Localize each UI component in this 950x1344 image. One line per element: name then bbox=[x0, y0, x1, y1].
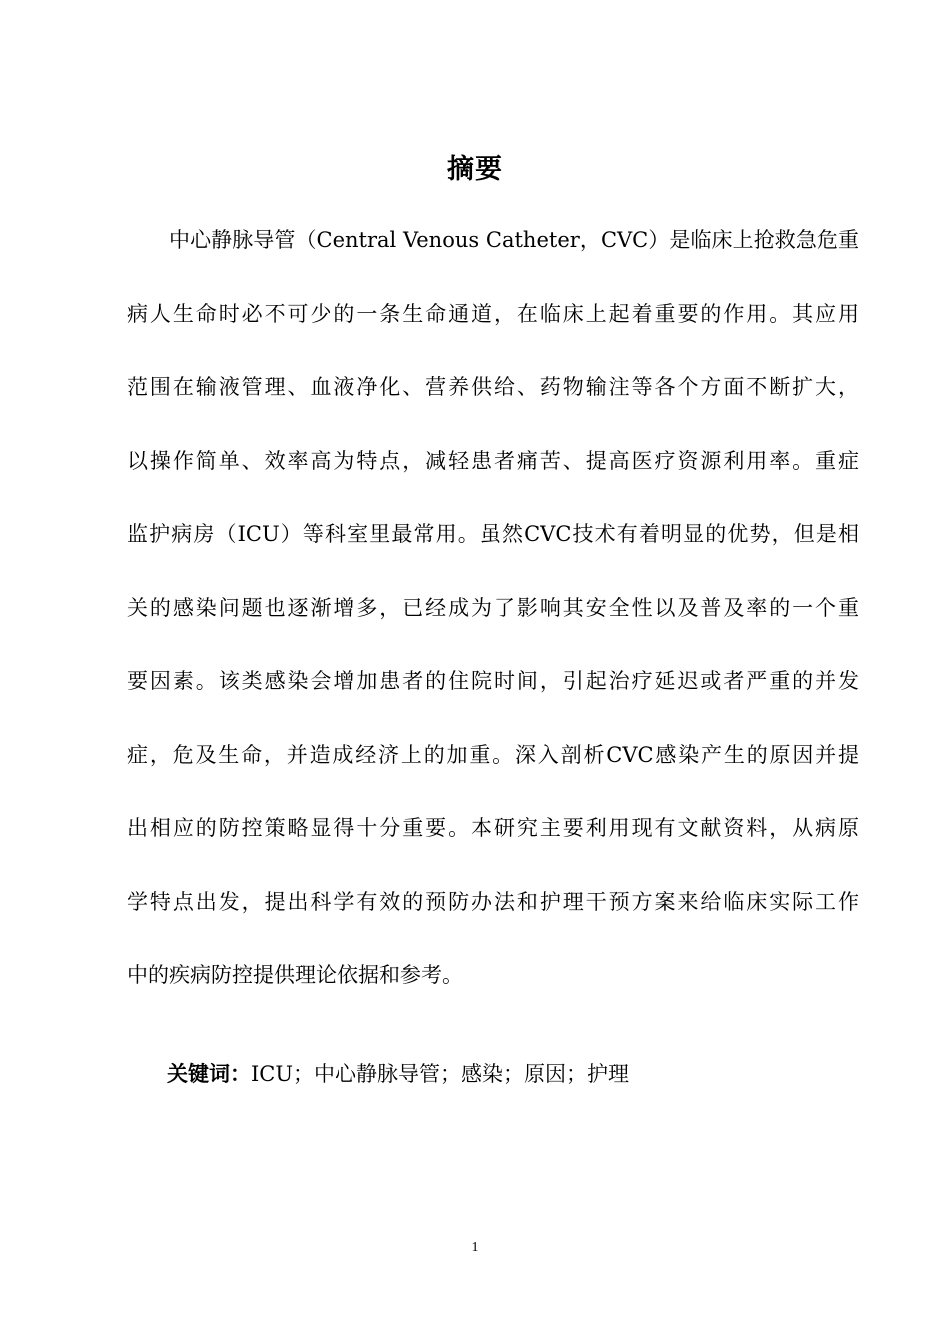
keywords-text: ICU；中心静脉导管；感染；原因；护理 bbox=[251, 1062, 630, 1086]
abstract-line: 要因素。该类感染会增加患者的住院时间，引起治疗延迟或者严重的并发 bbox=[127, 669, 859, 693]
abstract-line: 关的感染问题也逐渐增多，已经成为了影响其安全性以及普及率的一个重 bbox=[127, 595, 859, 620]
keywords-label: 关键词： bbox=[167, 1062, 251, 1086]
abstract-line: 病人生命时必不可少的一条生命通道，在临床上起着重要的作用。其应用 bbox=[127, 301, 859, 326]
abstract-line: 中心静脉导管（Central Venous Catheter，CVC）是临床上抢救急危重 bbox=[169, 228, 859, 252]
abstract-body bbox=[127, 218, 859, 1027]
keywords bbox=[167, 1052, 629, 1096]
abstract-line: 以操作简单、效率高为特点，减轻患者痛苦、提高医疗资源利用率。重症 bbox=[127, 448, 859, 473]
abstract-line: 症，危及生命，并造成经济上的加重。深入剖析CVC感染产生的原因并提 bbox=[127, 742, 859, 767]
abstract-line: 学特点出发，提出科学有效的预防办法和护理干预方案来给临床实际工作 bbox=[127, 889, 859, 914]
abstract-line: 监护病房（ICU）等科室里最常用。虽然CVC技术有着明显的优势，但是相 bbox=[127, 522, 859, 546]
abstract-line: 中的疾病防控提供理论依据和参考。 bbox=[127, 963, 463, 987]
page-number: 1 bbox=[471, 1240, 479, 1255]
abstract-title: 摘要 bbox=[447, 154, 503, 185]
abstract-line: 范围在输液管理、血液净化、营养供给、药物输注等各个方面不断扩大， bbox=[127, 375, 859, 399]
abstract-line: 出相应的防控策略显得十分重要。本研究主要利用现有文献资料，从病原 bbox=[127, 816, 859, 840]
